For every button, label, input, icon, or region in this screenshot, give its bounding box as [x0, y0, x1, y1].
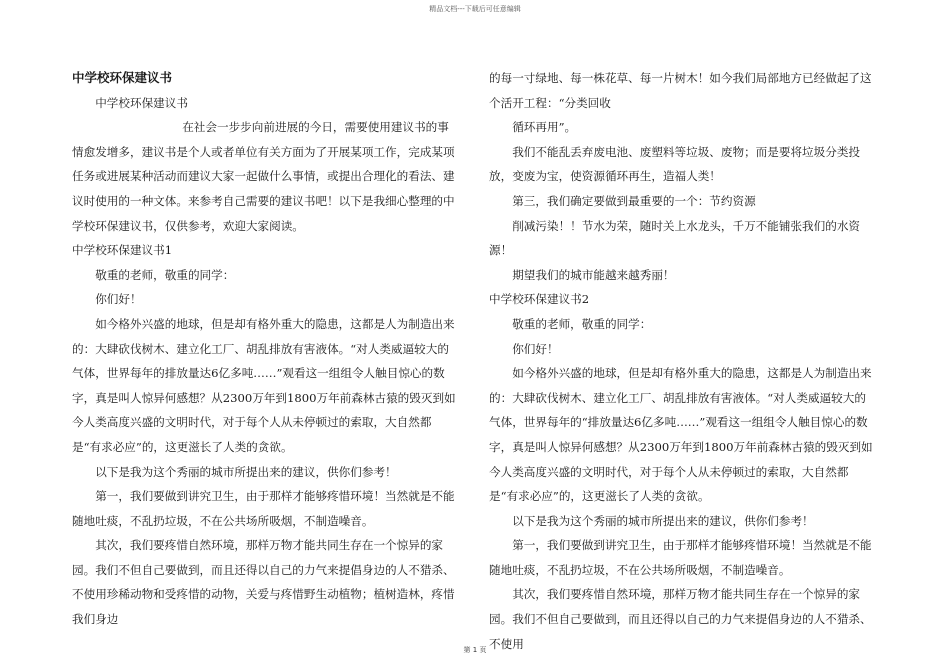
hello-1: 你们好！: [95, 292, 142, 307]
document-subtitle: 中学校环保建议书: [95, 95, 188, 110]
body-paragraph-7: 削减污染！！节水为荣，随时关上水龙头，千万不能铺张我们的水资源！: [489, 218, 861, 258]
continued-paragraph: 的每一寸绿地、每一株花草、每一片树木！如今我们局部地方已经做起了这个活开工程：“分类回收: [489, 71, 872, 110]
body-paragraph-10: 以下是我为这个秀丽的城市所提出来的建议，供你们参考！: [512, 513, 814, 528]
document-title: 中学校环保建议书: [72, 70, 173, 85]
body-paragraph-1: 如今格外兴盛的地球，但是却有格外重大的隐患，这都是人为制造出来的：大肆砍伐树木、建立化工厂、胡乱排放有害液体。“对人类威逼较大的气体，世界每年的排放量达6亿多吨……”观看这一组组令人触目惊心的数字，真是叫人惊异何感想？从2300万年到1800万年前森林古猿的毁灭到如今人类高度兴盛的文明时代，对于每个人从未停顿过的索取，大自然都是“有求必应”的，这更滋长了人类的贪欲。: [72, 316, 456, 454]
greeting-2: 敬重的老师，敬重的同学：: [512, 316, 652, 331]
body-paragraph-5: 我们不能乱丢弃废电池、废塑料等垃圾、废物；而是要将垃圾分类投放，变废为宝，使资源循环再生，造福人类！: [489, 144, 861, 184]
hello-2: 你们好！: [512, 341, 559, 356]
section-heading-2: 中学校环保建议书2: [489, 292, 590, 307]
greeting-1: 敬重的老师，敬重的同学：: [95, 267, 235, 282]
body-paragraph-6: 第三，我们确定要做到最重要的一个：节约资源: [512, 193, 756, 208]
section-heading-1: 中学校环保建议书1: [72, 243, 173, 258]
body-paragraph-9: 如今格外兴盛的地球，但是却有格外重大的隐患，这都是人为制造出来的：大肆砍伐树木、建立化工厂、胡乱排放有害液体。“对人类威逼较大的气体，世界每年的“排放量达6亿多吨……”观看这一组组令人触目惊心的数字，真是叫人惊异何感想？从2300万年到1800万年前森林古猿的毁灭到如今人类高度兴盛的文明时代，对于每个人从未停顿过的索取，大自然都是“有求必应”的，这更滋长了人类的贪欲。: [489, 366, 873, 504]
body-paragraph-4: 其次，我们要疼惜自然环境，那样万物才能共同生存在一个惊异的家园。我们不但自己要做到，而且还得以自己的力气来提倡身边的人不猎杀、不使用珍稀动物和受疼惜的动物，关爱与疼惜野生动植物；植树造林，疼惜我们身边: [72, 538, 455, 627]
body-paragraph-2: 以下是我为这个秀丽的城市所提出来的建议，供你们参考！: [95, 464, 397, 479]
body-paragraph-12: 其次，我们要疼惜自然环境，那样万物才能共同生存在一个惊异的家园。我们不但自己要做到，而且还得以自己的力气来提倡身边的人不猎杀、不使用: [489, 587, 872, 651]
left-column: [72, 66, 460, 632]
intro-paragraph: 在社会一步步向前进展的今日，需要使用建议书的事情愈发增多，建议书是个人或者单位有关方面为了开展某项工作，完成某项任务或进展某种活动而建议大家一起做什么事情，或提出合理化的看法、建议时使用的一种文体。来参考自己需要的建议书吧！以下是我细心整理的中学校环保建议书，仅供参考，欢迎大家阅读。: [72, 120, 455, 233]
page-header: 精品文档---下载后可任意编辑: [429, 5, 521, 13]
body-paragraph-8: 期望我们的城市能越来越秀丽！: [512, 267, 675, 282]
body-paragraph-3: 第一，我们要做到讲究卫生，由于那样才能够疼惜环境！当然就是不能随地吐痰，不乱扔垃圾，不在公共场所吸烟，不制造噪音。: [72, 489, 455, 528]
right-column: [489, 66, 877, 656]
continued-line: 循环再用”。: [512, 120, 577, 135]
page-number: 第 1 页: [463, 646, 487, 654]
body-paragraph-11: 第一，我们要做到讲究卫生，由于那样才能够疼惜环境！当然就是不能随地吐痰，不乱扔垃圾，不在公共场所吸烟，不制造噪音。: [489, 538, 872, 577]
